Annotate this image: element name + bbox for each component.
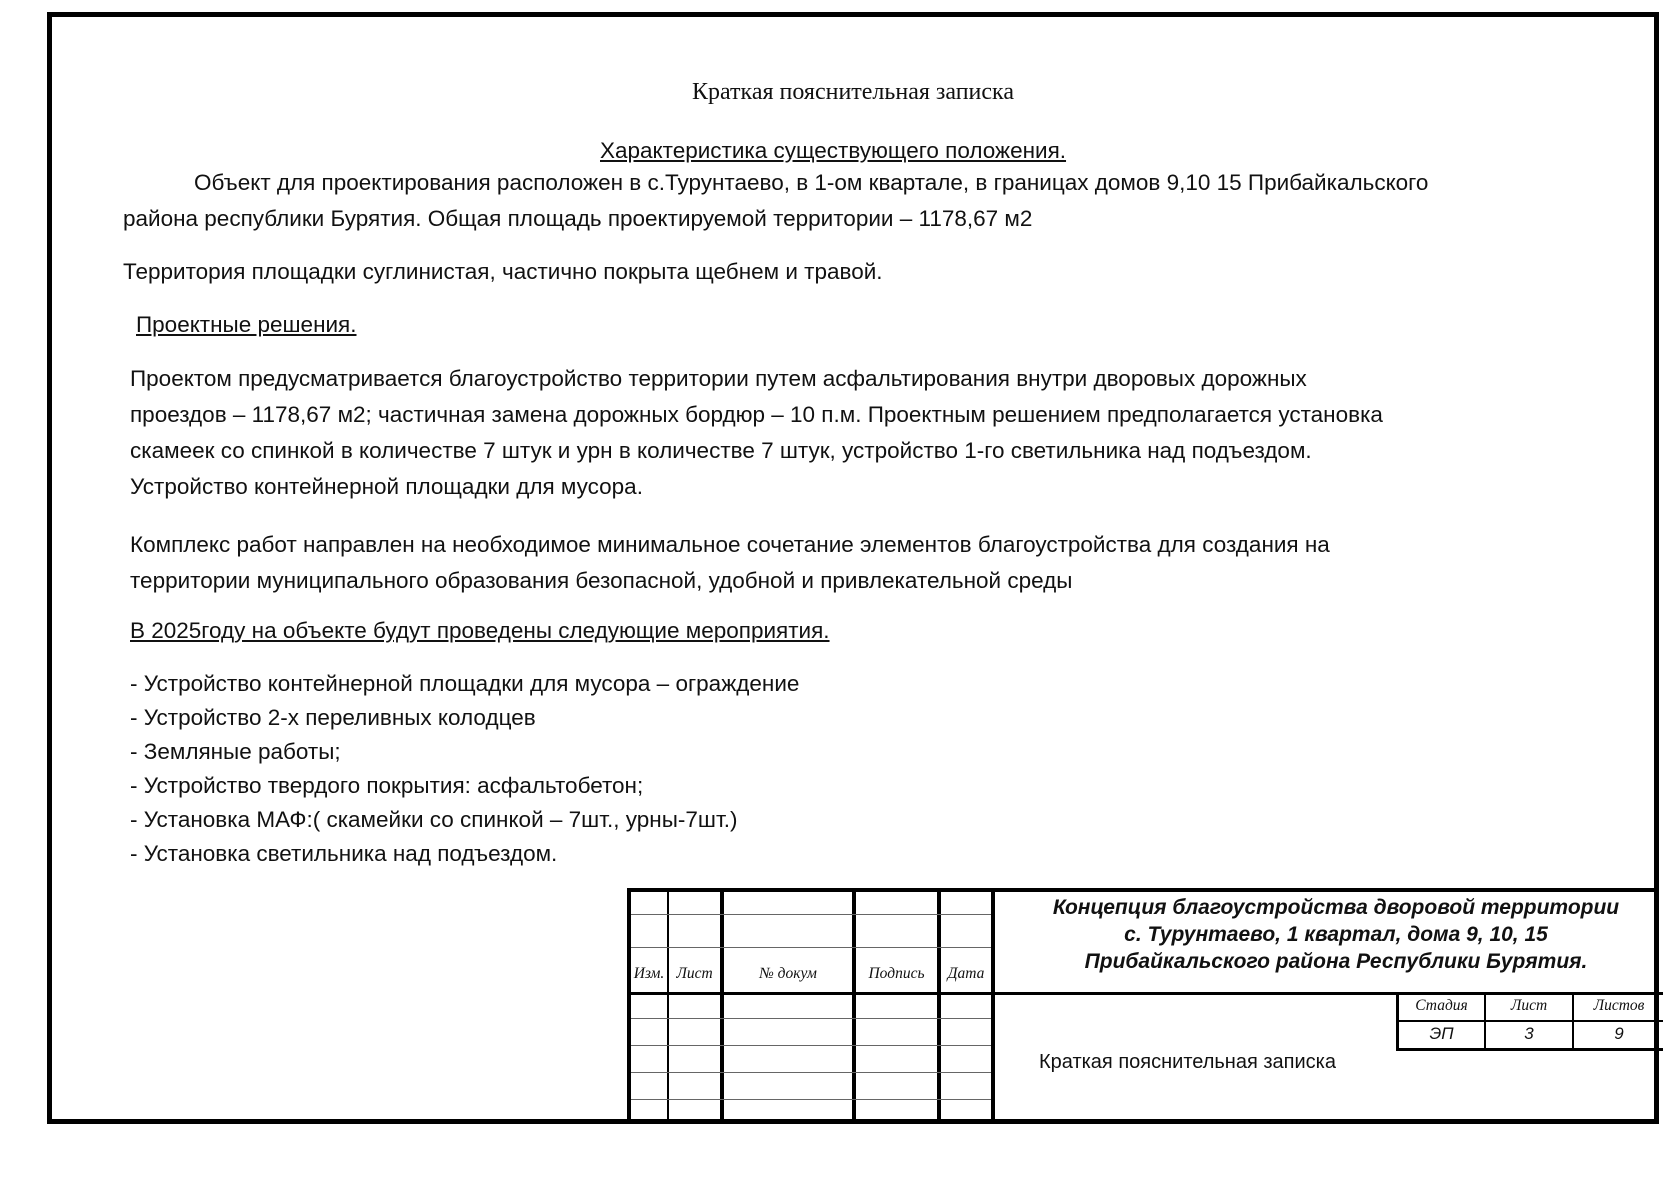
project-solutions-paragraph-2 (130, 527, 1330, 599)
paragraph-line: территории муниципального образования безопасной, удобной и привлекательной среды (130, 568, 1073, 593)
project-title-line: Концепция благоустройства дворовой территории (1052, 896, 1620, 919)
stamp-divider (991, 892, 995, 1124)
sheets-value: 9 (1614, 1024, 1624, 1043)
sheet-name: Краткая пояснительная записка (1039, 1051, 1336, 1073)
existing-state-line-3: Территория площадки суглинистая, частично покрыта щебнем и травой. (123, 259, 883, 284)
stamp-row-line (631, 1045, 991, 1046)
stamp-row-line (631, 914, 991, 915)
list-item: - Устройство 2-х переливных колодцев (130, 705, 536, 730)
existing-state-heading: Характеристика существующего положения. (600, 138, 1067, 163)
project-solutions-heading: Проектные решения. (136, 312, 357, 337)
stage-value: ЭП (1429, 1024, 1454, 1043)
list-item: - Установка МАФ:( скамейки со спинкой – 7шт., урны-7шт.) (130, 807, 738, 832)
header-izm: Изм. (633, 965, 665, 982)
sheet-label: Лист (1510, 997, 1548, 1014)
stamp-row-line (631, 1099, 991, 1100)
list-item: - Устройство контейнерной площадки для мусора – ограждение (130, 671, 800, 696)
paragraph-line: Комплекс работ направлен на необходимое минимальное сочетание элементов благоустройства для создания на (130, 532, 1330, 557)
paragraph-line: Проектом предусматривается благоустройство территории путем асфальтирования внутри дворовых дорожных (130, 366, 1307, 391)
sheet-value: 3 (1524, 1024, 1534, 1043)
paragraph-line: Устройство контейнерной площадки для мусора. (130, 474, 643, 499)
project-title (1006, 894, 1666, 975)
stamp-divider (852, 892, 856, 1124)
stamp-row-line (631, 1018, 991, 1019)
header-date: Дата (947, 965, 985, 982)
existing-state-line-1: Объект для проектирования расположен в с.Турунтаево, в 1-ом квартале, в границах домов 9,10 15 Прибайкальского (194, 170, 1429, 195)
project-title-line: с. Турунтаево, 1 квартал, дома 9, 10, 15 (1124, 923, 1548, 946)
paragraph-line: скамеек со спинкой в количестве 7 штук и урн в количестве 7 штук, устройство 1-го светильника над подъездом. (130, 438, 1312, 463)
title-block (627, 888, 1659, 1124)
sheets-label: Листов (1593, 997, 1645, 1014)
stamp-row-line (631, 1072, 991, 1073)
existing-state-line-2: района республики Бурятия. Общая площадь проектируемой территории – 1178,67 м2 (123, 206, 1033, 231)
stamp-divider (937, 892, 941, 1124)
project-title-line: Прибайкальского района Республики Бурятия. (1084, 950, 1588, 973)
drawing-sheet (47, 12, 1659, 1124)
stage-label: Стадия (1415, 997, 1468, 1014)
list-item: - Установка светильника над подъездом. (130, 841, 558, 866)
header-signature: Подпись (868, 965, 925, 982)
stamp-divider (720, 892, 724, 1124)
list-item: - Земляные работы; (130, 739, 341, 764)
stamp-divider (667, 892, 669, 1124)
paragraph-line: проездов – 1178,67 м2; частичная замена дорожных бордюр – 10 п.м. Проектным решением предполагается установка (130, 402, 1383, 427)
header-list: Лист (676, 965, 713, 982)
list-item: - Устройство твердого покрытия: асфальтобетон; (130, 773, 644, 798)
header-doc-number: № докум (759, 965, 817, 982)
document-title: Краткая пояснительная записка (692, 79, 1014, 105)
stamp-row-line (631, 947, 991, 948)
project-solutions-paragraph-1 (130, 361, 1383, 505)
stage-table-divider (1399, 1020, 1663, 1022)
stage-sheet-table (1396, 995, 1663, 1051)
measures-list (130, 667, 799, 871)
measures-heading: В 2025году на объекте будут проведены следующие мероприятия. (130, 618, 830, 643)
